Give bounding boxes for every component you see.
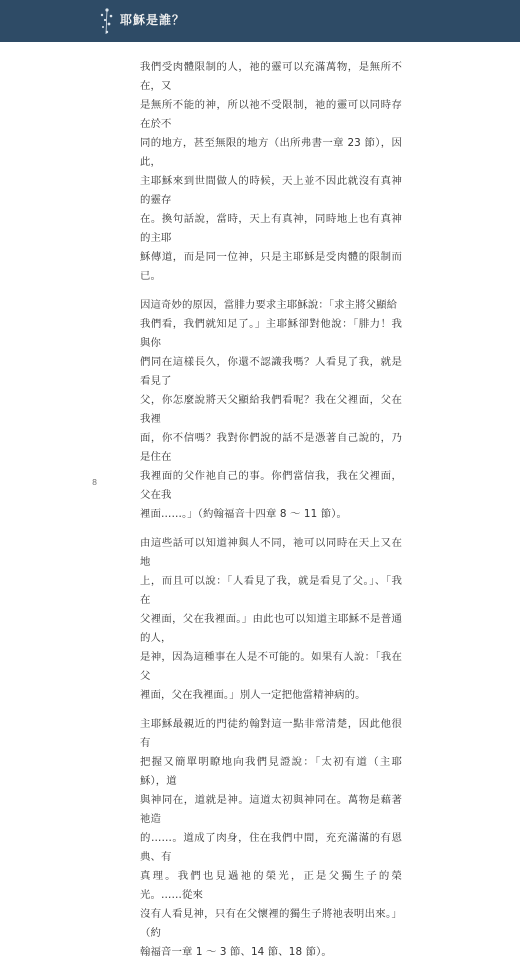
paragraph: 主耶穌最親近的門徒約翰對這一點非常清楚，因此他很有 把握又簡單明瞭地向我們見證說：「太初有道（主耶穌），道 與神同在，道就是神。這道太初與神同在。萬物是藉著祂造 的……。道成了肉身，住在我們中間，充充滿滿的有恩典、有 真理。我們也見過祂的榮光，正是父獨生子的榮光。……從來 沒有人看見神，只有在父懷裡的獨生子將祂表明出來。」（約 翰福音一章 1 ～ 3 節、14 節、18 節）。 bbox=[140, 718, 402, 958]
paragraph: 因這奇妙的原因，當腓力要求主耶穌說：「求主將父顯給 我們看，我們就知足了。」主耶穌卻對他說：「腓力！我與你 們同在這樣長久，你還不認識我嗎？人看見了我，就是看見了 父，你怎麼說將天父顯給我們看呢？我在父裡面，父在我裡 面，你不信嗎？我對你們說的話不是憑著自己說的，乃是住在 我裡面的父作祂自己的事。你們當信我，我在父裡面，父在我 裡面……。」（約翰福音十四章 8 ～ 11 節）。 bbox=[140, 299, 402, 520]
paragraph: 由這些話可以知道神與人不同，祂可以同時在天上又在地 上，而且可以說：「人看見了我，就是看見了父。」、「我在 父裡面，父在我裡面。」由此也可以知道主耶穌不是普通的人， 是神，因為這種事在人是不可能的。如果有人說：「我在父 裡面，父在我裡面。」別人一定把他當精神病的。 bbox=[140, 537, 402, 701]
floral-dots-icon bbox=[96, 6, 118, 36]
paragraph: 我們受肉體限制的人，祂的靈可以充滿萬物，是無所不在，又 是無所不能的神，所以祂不受限制，祂的靈可以同時存在於不 同的地方，甚至無限的地方（出所弗書一章 23 節），因此， 主耶穌來到世間做人的時候，天上並不因此就沒有真神的靈存 在。換句話說，當時，天上有真神，同時地上也有真神的主耶 穌傳道，而是同一位神，只是主耶穌是受肉體的限制而已。 bbox=[140, 61, 402, 282]
header-title: 耶穌是誰？ bbox=[120, 13, 186, 27]
header-band bbox=[0, 0, 520, 42]
page-number: 8 bbox=[92, 478, 98, 487]
body-text bbox=[140, 58, 402, 962]
